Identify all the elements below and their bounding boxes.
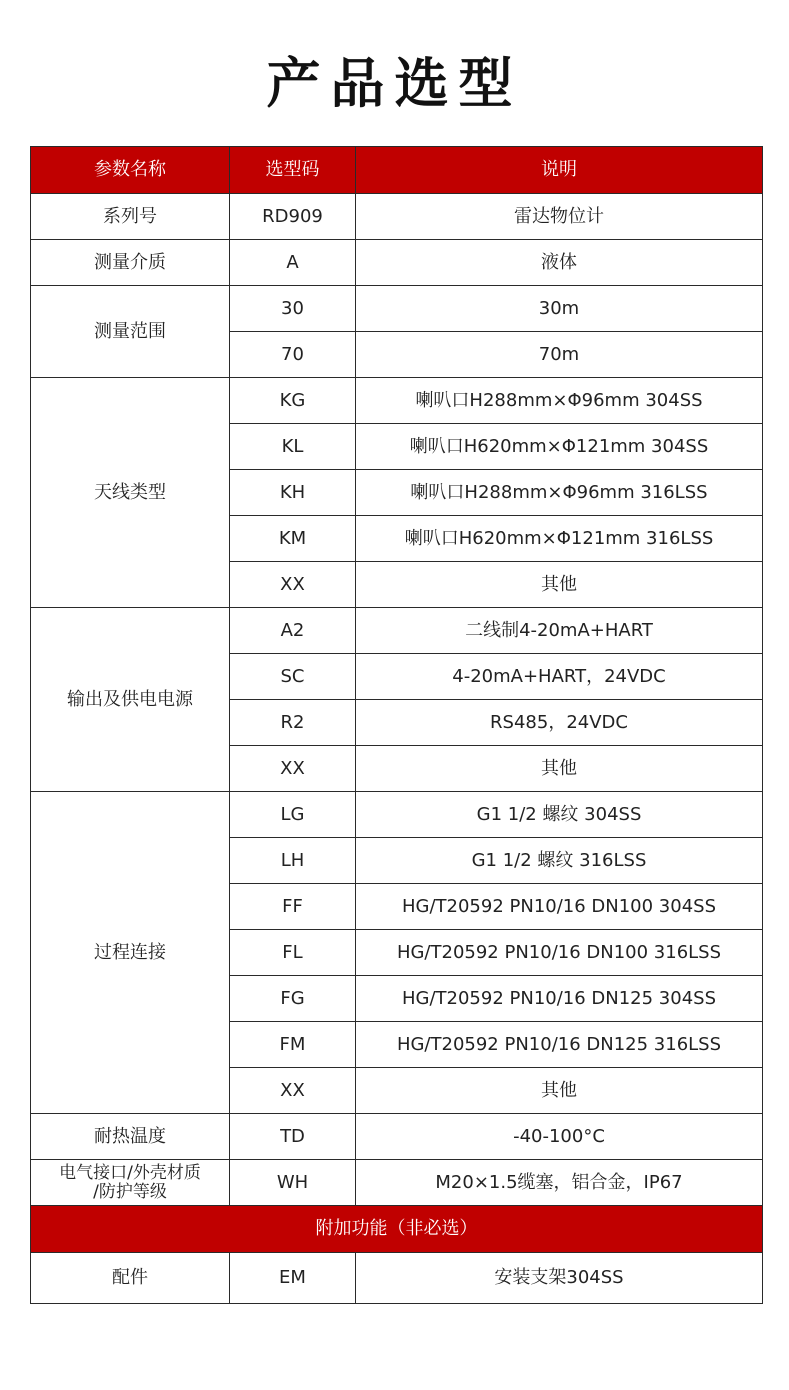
desc-cell: 喇叭口H288mm×Φ96mm 316LSS [356, 470, 763, 516]
code-cell: XX [230, 746, 356, 792]
table-row [31, 378, 763, 424]
param-output: 输出及供电电源 [31, 608, 230, 792]
param-antenna: 天线类型 [31, 378, 230, 608]
desc-cell: 液体 [356, 240, 763, 286]
code-cell: FM [230, 1022, 356, 1068]
table-header-row [31, 147, 763, 194]
code-cell: LG [230, 792, 356, 838]
code-cell: SC [230, 654, 356, 700]
param-series: 系列号 [31, 194, 230, 240]
param-line: 电气接口/外壳材质 [59, 1162, 201, 1183]
param-electrical-interface [31, 1160, 230, 1206]
code-cell: KH [230, 470, 356, 516]
code-cell: WH [230, 1160, 356, 1206]
code-cell: FG [230, 976, 356, 1022]
code-cell: 70 [230, 332, 356, 378]
page-title: 产品选型 [266, 52, 523, 115]
desc-cell: 其他 [356, 746, 763, 792]
param-medium: 测量介质 [31, 240, 230, 286]
desc-cell: M20×1.5缆塞，铝合金，IP67 [356, 1160, 763, 1206]
param-accessory: 配件 [31, 1253, 230, 1304]
desc-cell: 雷达物位计 [356, 194, 763, 240]
code-cell: XX [230, 1068, 356, 1114]
code-cell: FF [230, 884, 356, 930]
header-param: 参数名称 [31, 147, 230, 194]
desc-cell: 安装支架304SS [356, 1253, 763, 1304]
code-cell: A [230, 240, 356, 286]
code-cell: A2 [230, 608, 356, 654]
desc-cell: G1 1/2 螺纹 316LSS [356, 838, 763, 884]
code-cell: R2 [230, 700, 356, 746]
desc-cell: -40-100°C [356, 1114, 763, 1160]
header-code: 选型码 [230, 147, 356, 194]
code-cell: KG [230, 378, 356, 424]
code-cell: FL [230, 930, 356, 976]
desc-cell: 其他 [356, 1068, 763, 1114]
code-cell: 30 [230, 286, 356, 332]
desc-cell: HG/T20592 PN10/16 DN125 304SS [356, 976, 763, 1022]
code-cell: TD [230, 1114, 356, 1160]
desc-cell: HG/T20592 PN10/16 DN125 316LSS [356, 1022, 763, 1068]
code-cell: KL [230, 424, 356, 470]
desc-cell: 70m [356, 332, 763, 378]
param-line: /防护等级 [93, 1181, 167, 1202]
code-cell: EM [230, 1253, 356, 1304]
param-range: 测量范围 [31, 286, 230, 378]
desc-cell: HG/T20592 PN10/16 DN100 304SS [356, 884, 763, 930]
table-row [31, 1253, 763, 1304]
table-row [31, 194, 763, 240]
desc-cell: RS485，24VDC [356, 700, 763, 746]
header-desc: 说明 [356, 147, 763, 194]
desc-cell: HG/T20592 PN10/16 DN100 316LSS [356, 930, 763, 976]
code-cell: KM [230, 516, 356, 562]
desc-cell: 喇叭口H288mm×Φ96mm 304SS [356, 378, 763, 424]
addon-header-row [31, 1206, 763, 1253]
table-row [31, 1160, 763, 1206]
desc-cell: 喇叭口H620mm×Φ121mm 316LSS [356, 516, 763, 562]
table-row [31, 608, 763, 654]
desc-cell: 其他 [356, 562, 763, 608]
code-cell: XX [230, 562, 356, 608]
desc-cell: 二线制4-20mA+HART [356, 608, 763, 654]
desc-cell: 30m [356, 286, 763, 332]
addon-header: 附加功能（非必选） [31, 1206, 763, 1253]
desc-cell: 4-20mA+HART，24VDC [356, 654, 763, 700]
table-row [31, 286, 763, 332]
table-row [31, 792, 763, 838]
param-temperature: 耐热温度 [31, 1114, 230, 1160]
code-cell: RD909 [230, 194, 356, 240]
selection-table [30, 146, 763, 1304]
desc-cell: 喇叭口H620mm×Φ121mm 304SS [356, 424, 763, 470]
table-row [31, 1114, 763, 1160]
param-process-connection: 过程连接 [31, 792, 230, 1114]
desc-cell: G1 1/2 螺纹 304SS [356, 792, 763, 838]
code-cell: LH [230, 838, 356, 884]
table-row [31, 240, 763, 286]
